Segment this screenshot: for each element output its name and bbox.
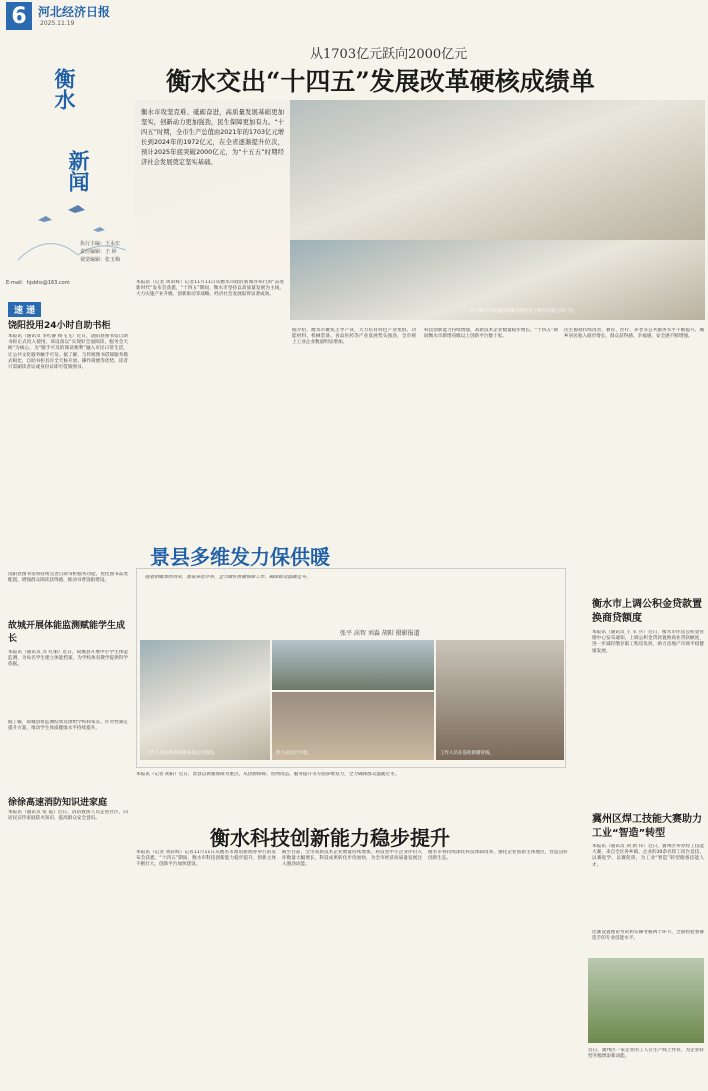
feature-credit: 张平 高智 刘淼 胡阳 摄影报道 xyxy=(340,630,420,637)
brief-headline-5: 冀州区焊工技能大赛助力工业“智造”转型 xyxy=(592,814,702,839)
brief-headline-1: 饶阳投用24小时自助书柜 xyxy=(8,321,111,331)
brief-tag: 速 递 xyxy=(8,302,41,317)
brief-text-7: 本报讯（通讯员 刘 新 伟）近日，冀州区举办焊工技能大赛，来自全区各乡镇、企业的30余名焊工同台竞技，以赛促学、以赛促训，为工业“智造”转型储备技能人才。 xyxy=(592,844,704,868)
brief-text-5: 本报讯（通讯员 王 军 兵）近日，衡水市住房公积金管理中心发布通知，上调公积金贷款置换商业贷款额度，进一步减轻缴存职工购房负担，助力房地产市场平稳健康发展。 xyxy=(592,630,704,654)
feature-caption-2: 工作人员在巡检供暖管线。 xyxy=(440,751,494,756)
lead-body-4: 民生福祉持续改善，教育、医疗、养老等公共服务水平不断提升，城乡居民收入稳步增长，群众获得感、幸福感、安全感不断增强。 xyxy=(564,328,704,340)
section-city: 衡水 xyxy=(52,68,77,110)
brief-text-4: 据了解，故城县将监测结果反馈给学校和家长，针对性制定提升方案，推动学生体质健康水平持续提升。 xyxy=(8,720,128,732)
section-name: 新闻 xyxy=(66,150,91,192)
tech-title: 衡水科技创新能力稳步提升 xyxy=(210,826,450,850)
brief-text-6: 本报讯（通讯员 张 霞）近日，消防救援人员走进社区，向居民宣传家庭防火知识，提高群众安全意识。 xyxy=(8,810,128,822)
tech-body-2: 截至目前，全市高新技术企业数量持续增加，科技型中小企业评价入库数量大幅增长，科技成果转化步伐加快，为全市经济高质量发展注入强劲动能。 xyxy=(282,850,422,868)
lead-body-1: 本报讯（记者 周彩辉）记者11月11日从衡水市政府新闻办举行的“奋进新时代”发布会获悉，“十四五”期间，衡水市坚持以高质量发展为主线，大力实施产业升级、创新驱动等战略，经济社会发展取得显著成效。 xyxy=(136,280,284,298)
feature-caption-1: 工作人员在检查供暖设备运行情况。 xyxy=(146,751,218,756)
lead-body-2: 据介绍，衡水市聚焦主导产业，大力培育特色产业集群，功能材料、机械装备、食品医药等产业发展势头强劲，全市规上工业企业数量明显增加。 xyxy=(292,328,416,346)
lead-summary: 衡水市攻坚克难、砥砺奋进，高质量发展基础更加坚实，创新动力更加强劲，民生保障更加有力。“十四五”时期，全市生产总值由2021年的1703亿元增长到2024年的1972亿元，在全省逐渐提升位次，预计2025年底突破2000亿元，为“十五五”时期经济社会发展奠定坚实基础。 xyxy=(141,109,284,166)
editor-visual: 视觉编辑：张玉梅 xyxy=(80,257,121,263)
feature-caption-3: 热力站运行平稳。 xyxy=(276,751,312,756)
tech-photo-caption: 近日，冀州区一家企业的工人在生产线上作业，为企业转型升级增添新动能。 xyxy=(588,1048,704,1060)
tech-body-3: 衡水市将持续深化科技体制改革，强化企业创新主体地位，营造良好创新生态。 xyxy=(428,850,568,862)
brief-text-8: 比赛设置理论考试和实操考核两个环节，全面检验参赛选手的专业技能水平。 xyxy=(592,930,704,942)
editor-chief: 执行主编：王永宏 xyxy=(80,241,121,247)
brief-headline-4: 徐徐高速消防知识进家庭 xyxy=(8,798,108,808)
issue-date: 2025.11.19 xyxy=(40,20,75,27)
feature-photo-4 xyxy=(436,640,564,760)
brief-text-2: 饶阳县图书馆将持续完善自助书柜服务功能，优化图书品类配置，增强群众阅读获得感，推动书香饶阳建设。 xyxy=(8,572,128,584)
lead-caption: 位于衡水市故城县的衡水明昆电子科技有限公司厂区。 xyxy=(470,309,578,314)
brief-headline-3: 衡水市上调公积金贷款置换商贷额度 xyxy=(592,599,702,624)
editor-email: E-mail：hjsbhs@163.com xyxy=(6,280,70,286)
editor-duty: 责任编辑：王 婷 xyxy=(80,249,117,255)
brief-headline-2: 故城开展体能监测赋能学生成长 xyxy=(8,621,126,644)
editors xyxy=(80,240,120,264)
lead-title: 衡水交出“十四五”发展改革硬核成绩单 xyxy=(166,67,595,96)
brief-text-1: 本报讯（通讯员 李红静 杨飞飞）近日，饶阳县图书馆自助书柜正式投入使用。该设备以“实现好全面阅读，服务全天候”为核心，为“随手可及的阅读便利”融入市民日常生活，让公共文化服务触手可及。据了解，与传统图书借阅服务模式相比，自助书柜具有全天候开放、操作简便等优势，读者只需刷读者证或身份证即可借阅图书。 xyxy=(8,334,128,371)
feature-photo-2 xyxy=(272,640,434,690)
tech-body-1: 本报讯（记者 周彩辉）记者11月11日从衡水市政府新闻办举行的发布会获悉，“十四五”期间，衡水市科技创新能力稳步提升，创新主体不断壮大，创新平台加快建设。 xyxy=(136,850,276,868)
lead-summary-box xyxy=(135,100,290,275)
tech-photo xyxy=(588,958,704,1043)
paper-title: 河北经济日报 xyxy=(38,5,111,19)
lead-kicker: 从1703亿元跃向2000亿元 xyxy=(310,47,468,62)
page-number: 6 xyxy=(6,2,32,30)
lead-body-3: 科技创新能力持续增强，高新技术企业数量稳步增长，“十四五”期间衡水市新增省级以上创新平台数十家。 xyxy=(424,328,558,340)
feature-title: 景县多维发力保供暖 xyxy=(150,545,330,569)
feature-photo-1 xyxy=(140,640,270,760)
feature-intro: 随着供暖季的到来，景县多措并举，全力做好供暖保障工作，确保群众温暖过冬。 xyxy=(145,575,311,580)
feature-body: 本报讯（记者 胡阳）近日，景县以供暖保障为重点，从热源保障、管网改造、服务提升等方面多维发力，全力确保群众温暖过冬。 xyxy=(136,772,400,777)
brief-text-3: 本报讯（通讯员 苏 红丽）近日，故城县开展中小学生体能监测，为每名学生建立体能档案，为学校体育教学提供科学依据。 xyxy=(8,650,128,668)
